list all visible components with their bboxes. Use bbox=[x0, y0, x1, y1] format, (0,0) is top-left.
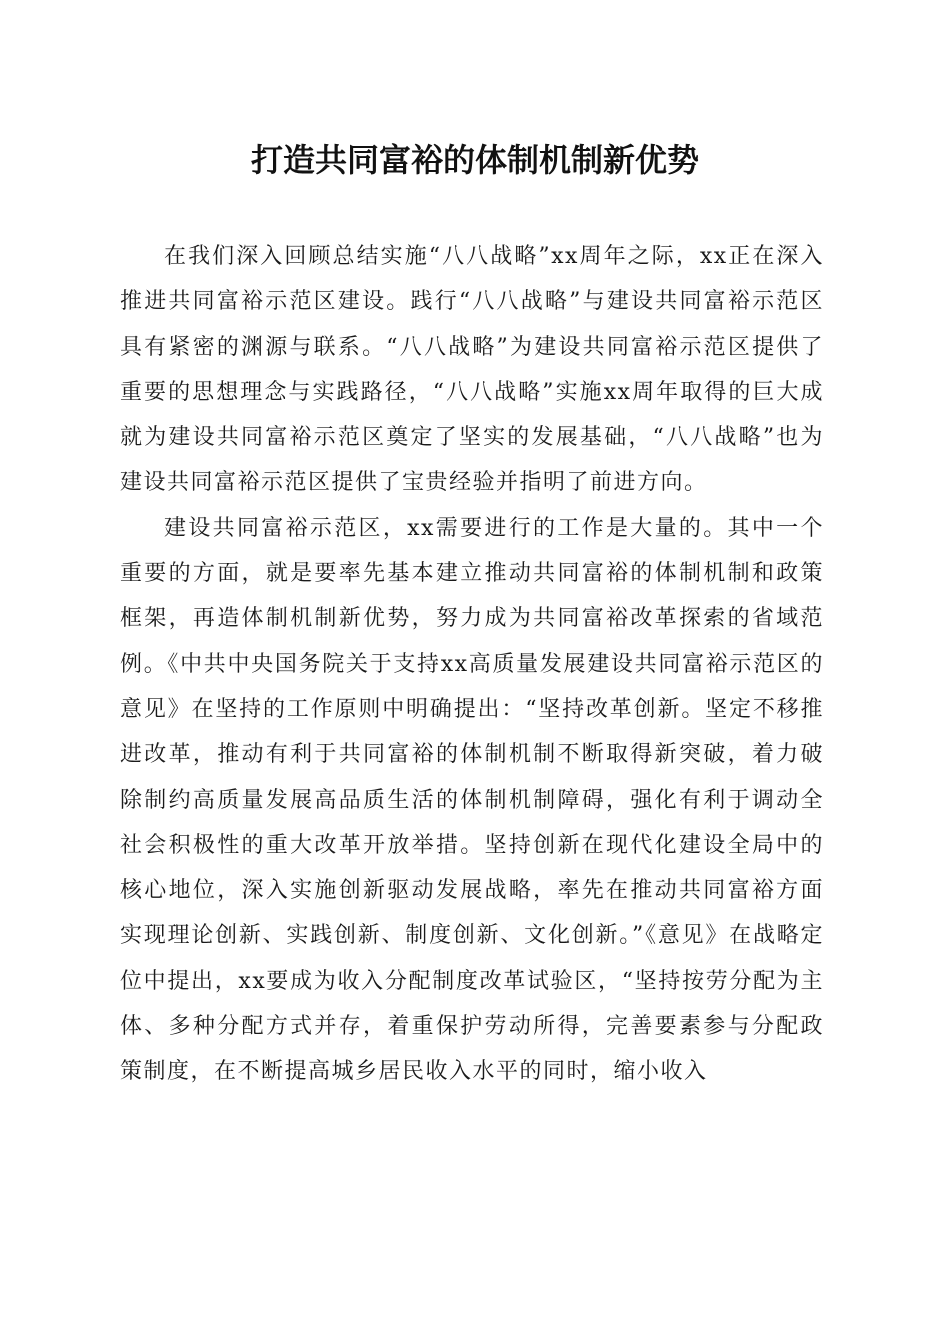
document-title: 打造共同富裕的体制机制新优势 bbox=[250, 141, 699, 179]
document-body bbox=[120, 234, 824, 1095]
paragraph-1: 在我们深入回顾总结实施“八八战略”xx周年之际，xx正在深入推进共同富裕示范区建设。践行“八八战略”与建设共同富裕示范区具有紧密的渊源与联系。“八八战略”为建设共同富裕示范区提供了重要的思想理念与实践路径，“八八战略”实施xx周年取得的巨大成就为建设共同富裕示范区奠定了坚实的发展基础，“八八战略”也为建设共同富裕示范区提供了宝贵经验并指明了前进方向。 bbox=[120, 244, 824, 496]
paragraph-2: 建设共同富裕示范区，xx需要进行的工作是大量的。其中一个重要的方面，就是要率先基本建立推动共同富裕的体制机制和政策框架，再造体制机制新优势，努力成为共同富裕改革探索的省域范例。《中共中央国务院关于支持xx高质量发展建设共同富裕示范区的意见》在坚持的工作原则中明确提出：“坚持改革创新。坚定不移推进改革，推动有利于共同富裕的体制机制不断取得新突破，着力破除制约高质量发展高品质生活的体制机制障碍，强化有利于调动全社会积极性的重大改革开放举措。坚持创新在现代化建设全局中的核心地位，深入实施创新驱动发展战略，率先在推动共同富裕方面实现理论创新、实践创新、制度创新、文化创新。”《意见》在战略定位中提出，xx要成为收入分配制度改革试验区，“坚持按劳分配为主体、多种分配方式并存，着重保护劳动所得，完善要素参与分配政策制度，在不断提高城乡居民收入水平的同时，缩小收入 bbox=[120, 515, 824, 1085]
